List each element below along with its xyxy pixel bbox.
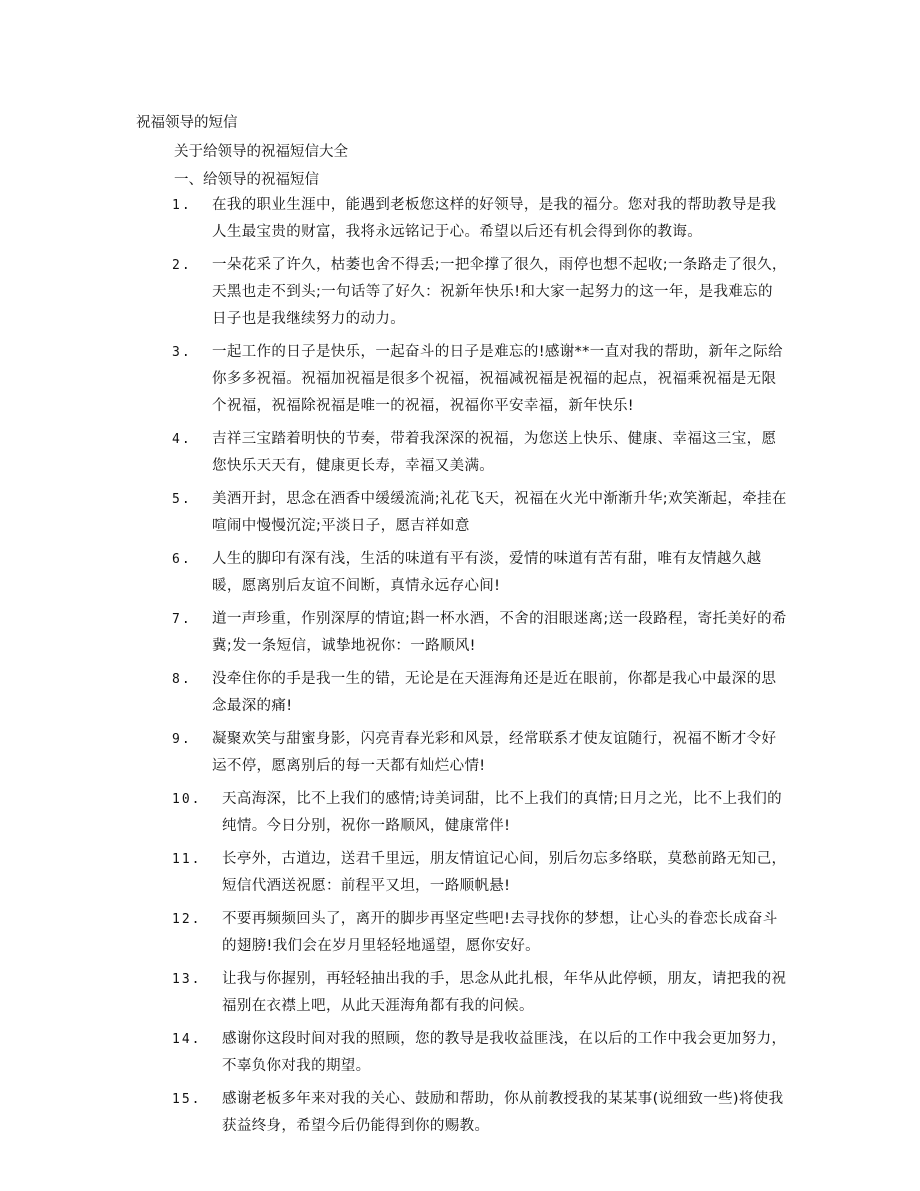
item-number: 7. <box>172 612 192 627</box>
document-subtitle: 关于给领导的祝福短信大全 <box>174 144 348 160</box>
item-text: 不要再频频回头了，离开的脚步再坚定些吧!去寻找你的梦想，让心头的眷恋长成奋斗的翅膀!我们会在岁月里轻轻地遥望，愿你安好。 <box>222 911 778 954</box>
item-text: 道一声珍重，作别深厚的情谊;斟一杯水酒，不舍的泪眼迷离;送一段路程，寄托美好的希冀;发一条短信，诚挚地祝你：一路顺风! <box>212 611 787 654</box>
list-item <box>172 846 792 900</box>
item-text: 人生的脚印有深有浅，生活的味道有平有淡，爱情的味道有苦有甜，唯有友情越久越暖，愿离别后友谊不间断，真情永远存心间! <box>212 551 762 594</box>
item-text: 长亭外，古道边，送君千里远，朋友情谊记心间，别后勿忘多络联，莫愁前路无知己，短信代酒送祝愿：前程平又坦，一路顺帆悬! <box>222 851 787 894</box>
item-number: 6. <box>172 552 192 567</box>
item-number: 11. <box>172 852 202 867</box>
item-text: 一起工作的日子是快乐，一起奋斗的日子是难忘的!感谢**一直对我的帮助，新年之际给你多多祝福。祝福加祝福是很多个祝福，祝福减祝福是祝福的起点，祝福乘祝福是无限个祝福，祝福除祝福是唯一的祝福，祝福你平安幸福，新年快乐! <box>212 344 783 414</box>
item-number: 8. <box>172 672 192 687</box>
item-number: 2. <box>172 258 192 273</box>
list-item <box>172 339 792 420</box>
item-number: 10. <box>172 792 202 807</box>
list-item <box>172 546 792 600</box>
item-text: 在我的职业生涯中，能遇到老板您这样的好领导，是我的福分。您对我的帮助教导是我人生最宝贵的财富，我将永远铭记于心。希望以后还有机会得到你的教诲。 <box>212 197 777 240</box>
item-text: 一朵花采了许久，枯萎也舍不得丢;一把伞撑了很久，雨停也想不起收;一条路走了很久，天黑也走不到头;一句话等了好久：祝新年快乐!和大家一起努力的这一年，是我难忘的日子也是我继续努力的动力。 <box>212 257 787 327</box>
list-item <box>172 192 792 246</box>
item-number: 15. <box>172 1092 202 1107</box>
item-text: 感谢你这段时间对我的照顾，您的教导是我收益匪浅，在以后的工作中我会更加努力，不辜负你对我的期望。 <box>222 1031 787 1074</box>
item-number: 14. <box>172 1032 202 1047</box>
item-number: 12. <box>172 912 202 927</box>
list-item <box>172 252 792 333</box>
item-text: 没牵住你的手是我一生的错，无论是在天涯海角还是近在眼前，你都是我心中最深的思念最深的痛! <box>212 671 777 714</box>
item-number: 4. <box>172 432 192 447</box>
item-text: 吉祥三宝踏着明快的节奏，带着我深深的祝福，为您送上快乐、健康、幸福这三宝，愿您快乐天天有，健康更长寿，幸福又美满。 <box>212 431 777 474</box>
document-title: 祝福领导的短信 <box>136 115 238 131</box>
list-item <box>172 426 792 480</box>
item-text: 让我与你握别，再轻轻抽出我的手，思念从此扎根，年华从此停顿，朋友，请把我的祝福别在衣襟上吧，从此天涯海角都有我的问候。 <box>222 971 787 1014</box>
item-text: 美酒开封，思念在酒香中缓缓流淌;礼花飞天，祝福在火光中渐渐升华;欢笑渐起，牵挂在喧闹中慢慢沉淀;平淡日子，愿吉祥如意 <box>212 491 787 534</box>
section-heading: 一、给领导的祝福短信 <box>174 172 319 188</box>
item-number: 13. <box>172 972 202 987</box>
list-item <box>172 906 792 960</box>
item-text: 凝聚欢笑与甜蜜身影，闪亮青春光彩和风景，经常联系才使友谊随行，祝福不断才令好运不停，愿离别后的每一天都有灿烂心情! <box>212 731 777 774</box>
item-number: 3. <box>172 345 192 360</box>
item-number: 5. <box>172 492 192 507</box>
list-item <box>172 666 792 720</box>
list-item <box>172 966 792 1020</box>
item-number: 1. <box>172 198 192 213</box>
list-item <box>172 726 792 780</box>
list-item <box>172 786 792 840</box>
list-item <box>172 606 792 660</box>
list-item <box>172 486 792 540</box>
list-item <box>172 1026 792 1080</box>
item-text: 感谢老板多年来对我的关心、鼓励和帮助，你从前教授我的某某事(说细致一些)将使我获益终身，希望今后仍能得到你的赐教。 <box>222 1091 784 1134</box>
item-number: 9. <box>172 732 192 747</box>
item-text: 天高海深，比不上我们的感情;诗美词甜，比不上我们的真情;日月之光，比不上我们的纯情。今日分别，祝你一路顺风，健康常伴! <box>222 791 782 834</box>
message-list <box>172 192 792 1146</box>
list-item <box>172 1086 792 1140</box>
